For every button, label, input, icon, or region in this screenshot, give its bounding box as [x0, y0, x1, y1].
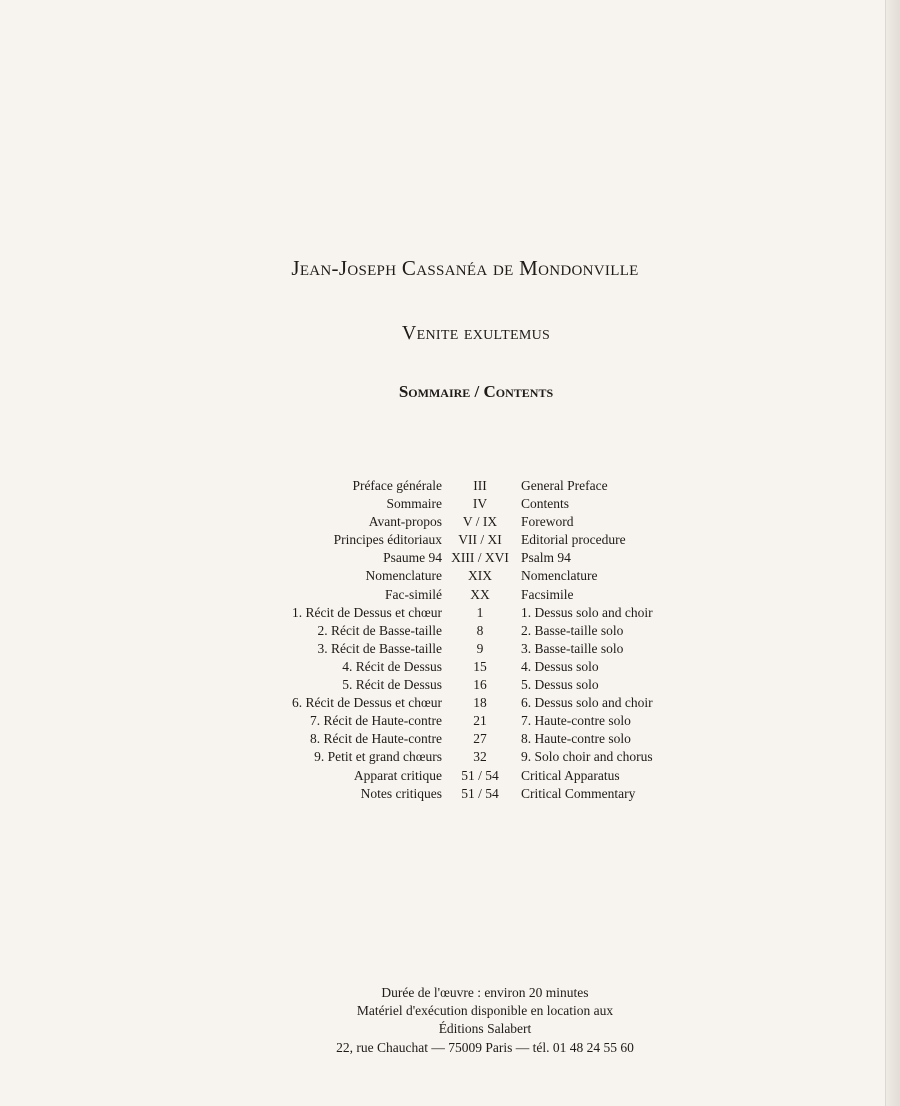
- toc-english-title: 6. Dessus solo and choir: [521, 695, 653, 711]
- publisher-name: Éditions Salabert: [438, 1021, 532, 1037]
- toc-row: [0, 767, 900, 785]
- toc-row: [0, 604, 900, 622]
- toc-french-title: Fac-similé: [385, 586, 442, 602]
- toc-english-title: 2. Basse-taille solo: [521, 622, 624, 638]
- toc-row: [0, 785, 900, 803]
- toc-english-title: 8. Haute-contre solo: [521, 731, 631, 747]
- toc-row: [0, 694, 900, 712]
- toc-french-title: 3. Récit de Basse-taille: [317, 640, 442, 656]
- toc-french-title: 4. Récit de Dessus: [342, 658, 442, 674]
- toc-english-title: 4. Dessus solo: [521, 658, 599, 674]
- toc-french-title: Notes critiques: [360, 785, 442, 801]
- toc-english-title: General Preface: [521, 478, 608, 493]
- toc-english-title: Contents: [521, 496, 570, 512]
- toc-english-title: Critical Apparatus: [521, 767, 620, 783]
- toc-french-title: 2. Récit de Basse-taille: [317, 622, 442, 638]
- toc-row: [0, 549, 900, 567]
- toc-row: [0, 495, 900, 513]
- toc-page-number: 51 / 54: [461, 785, 499, 801]
- work-title: Venite exultemus: [401, 322, 551, 344]
- toc-page-number: 51 / 54: [461, 767, 499, 783]
- publisher-address: 22, rue Chauchat — 75009 Paris — tél. 01 48 24 55 60: [336, 1039, 634, 1055]
- toc-page-number: 9: [476, 640, 484, 656]
- toc-french-title: 7. Récit de Haute-contre: [310, 713, 442, 729]
- toc-page-number: 8: [476, 622, 484, 638]
- toc-row: [0, 586, 900, 604]
- toc-page-number: 27: [473, 731, 487, 747]
- toc-row: [0, 513, 900, 531]
- toc-french-title: 6. Récit de Dessus et chœur: [292, 695, 442, 711]
- toc-english-title: Critical Commentary: [521, 785, 636, 801]
- toc-english-title: 7. Haute-contre solo: [521, 713, 631, 729]
- toc-page-number: 15: [473, 658, 487, 674]
- toc-page-number: XIII / XVI: [451, 550, 509, 566]
- toc-english-title: 5. Dessus solo: [521, 677, 599, 693]
- toc-page-number: 18: [473, 695, 487, 711]
- toc-row: [0, 531, 900, 549]
- toc-french-title: Avant-propos: [368, 514, 442, 530]
- toc-row: [0, 730, 900, 748]
- toc-page-number: 16: [473, 677, 487, 693]
- toc-french-title: 8. Récit de Haute-contre: [310, 731, 442, 747]
- toc-french-title: Psaume 94: [383, 550, 442, 566]
- toc-english-title: 9. Solo choir and chorus: [521, 749, 653, 765]
- toc-english-title: Psalm 94: [521, 550, 571, 566]
- toc-page-number: 21: [473, 713, 487, 729]
- toc-row: [0, 567, 900, 585]
- toc-row: [0, 712, 900, 730]
- toc-french-title: Principes éditoriaux: [333, 532, 442, 548]
- rental-text: Matériel d'exécution disponible en location aux: [356, 1003, 614, 1019]
- toc-french-title: Nomenclature: [365, 568, 442, 584]
- toc-page-number: IV: [472, 496, 488, 512]
- toc-row: [0, 640, 900, 658]
- toc-page-number: III: [473, 478, 487, 493]
- duration-text: Durée de l'œuvre : environ 20 minutes: [381, 985, 589, 1000]
- toc-french-title: Apparat critique: [353, 767, 442, 783]
- toc-page-number: XX: [470, 586, 490, 602]
- toc-french-title: 1. Récit de Dessus et chœur: [292, 604, 442, 620]
- toc-french-title: 9. Petit et grand chœurs: [314, 749, 442, 765]
- toc-page-number: 32: [473, 749, 487, 765]
- toc-english-title: 3. Basse-taille solo: [521, 640, 624, 656]
- composer-name: Jean-Joseph Cassanéa de Mondonville: [291, 256, 639, 280]
- toc-page-number: XIX: [468, 568, 492, 584]
- publication-footer: [0, 984, 900, 1057]
- toc-row: [0, 658, 900, 676]
- toc-english-title: Editorial procedure: [521, 532, 626, 548]
- toc-english-title: Foreword: [521, 514, 574, 530]
- toc-row: [0, 477, 900, 495]
- toc-french-title: Sommaire: [386, 496, 442, 512]
- toc-english-title: Nomenclature: [521, 568, 598, 584]
- contents-heading: Sommaire / Contents: [398, 382, 554, 401]
- toc-english-title: 1. Dessus solo and choir: [521, 604, 653, 620]
- toc-page-number: 1: [476, 604, 484, 620]
- toc-english-title: Facsimile: [521, 586, 574, 602]
- toc-page-number: VII / XI: [458, 532, 502, 548]
- toc-page-number: V / IX: [462, 514, 498, 530]
- toc-row: [0, 748, 900, 766]
- toc-french-title: Préface générale: [352, 478, 442, 493]
- toc-french-title: 5. Récit de Dessus: [342, 677, 442, 693]
- toc-row: [0, 676, 900, 694]
- toc-row: [0, 622, 900, 640]
- table-of-contents: [0, 477, 900, 803]
